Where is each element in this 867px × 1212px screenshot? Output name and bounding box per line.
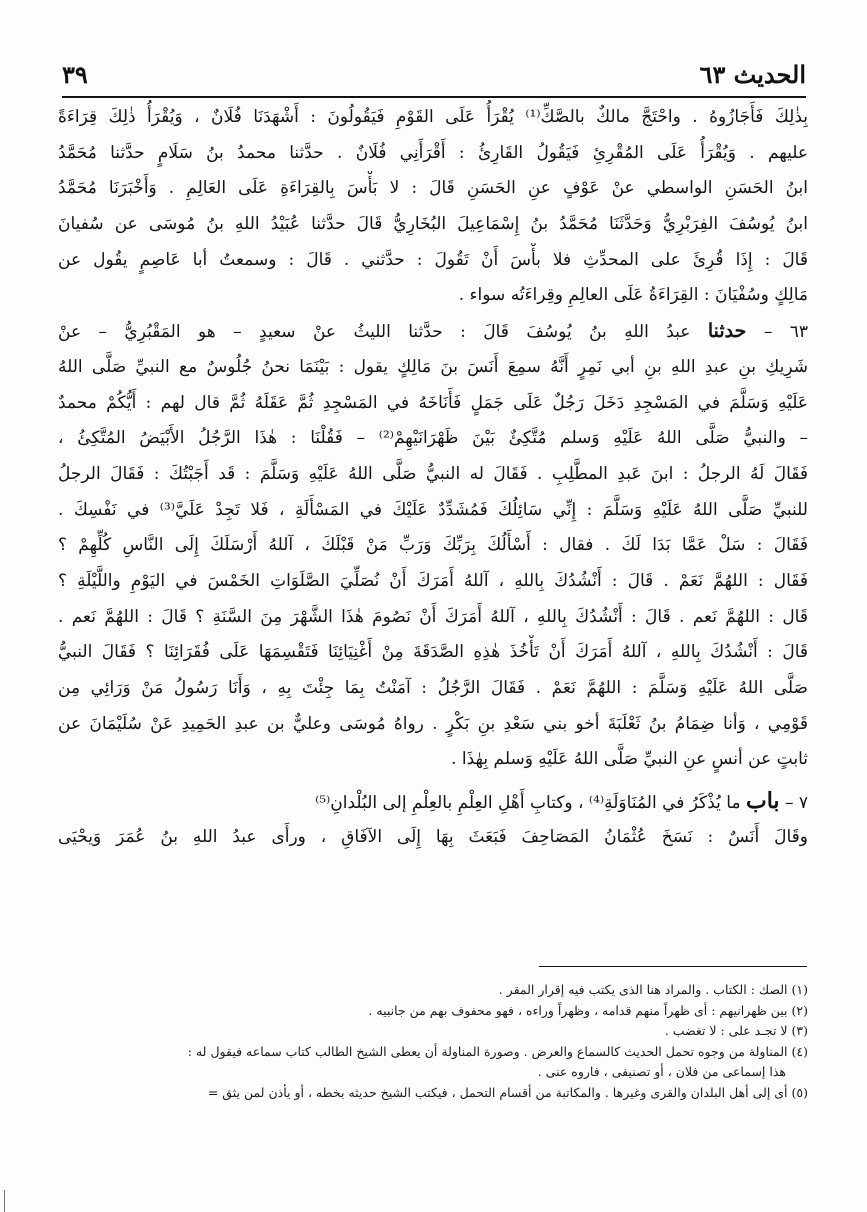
footnote-5: (٥) أى إلى أهل البلدان والقرى وغيرها . والمكاتبة من أقسام التحمل ، فيكتب الشيخ حديثه بخطه ، أو يأذن لمن يثق = (207, 1084, 808, 1100)
text-line: ابنُ يُوسُفَ الفِرَبْرِيُّ وَحَدَّثَنَا مُحَمَّدُ بنُ إِسْمَاعِيلَ البُخَارِيُّ قَالَ حدَّثنا عُبَيْدُ اللهِ بنُ مُوسَى عن سُفيانَ (58, 214, 808, 235)
text-line: للنبيِّ صَلَّى اللهُ عَلَيْهِ وَسَلَّمَ : إِنِّي سَائِلُكَ فَمُشَدِّدٌ عَلَيْكَ في المَسْأَلَةِ ، فَلا تَجِدْ عَلَيَّ⁽³⁾ في نَفْسِكَ . (58, 499, 808, 520)
text-line: وقَالَ أَنَسٌ : نَسَخَ عُثْمَانُ المَصَاحِفَ فَبَعَثَ بِهَا إِلَى الآفَاقِ ، ورأَى عبدُ اللهِ بنُ عُمَرَ وَيحْيَى (58, 826, 808, 847)
text-line: بِذٰلِكَ فَأَجَازُوهُ . واحْتَجَّ مالكٌ بالصَّكِّ⁽¹⁾ يُقْرَأُ عَلَى القَوْمِ فَيَقُولُونَ : أَشْهَدَنَا فُلَانٌ ، وَيُقْرَأُ ذٰلِكَ قِرَاءَةً (58, 107, 808, 127)
main-text (58, 100, 808, 855)
chapter-heading: ٧ – باب ما يُذْكَرُ في المُنَاوَلَةِ⁽⁴⁾ ، وكتابِ أَهْلِ العِلْمِ بالعِلْمِ إلى البُلْدانِ⁽⁵⁾ (315, 788, 808, 815)
footnote-4: (٤) المناولة من وجوه تحمل الحديث كالسماع والعرض . وصورة المناولة أن يعطى الشيخ الطالب كتاب سماعه فيقول له : (187, 1043, 808, 1059)
header-rule (62, 96, 806, 98)
hadith-keyword: حدثنا (707, 320, 747, 343)
text-line: قَالَ : إِذَا قُرِئَ على المحدِّثِ فلا بأْسَ أَنْ تَقُولَ : حدَّثني . قَالَ : وسمعتُ أبا عَاصِمٍ يقُول عن (58, 249, 808, 270)
text-line: صَلَّى اللهُ عَلَيْهِ وَسَلَّمَ : اللهُمَّ نَعَمْ . فَقَالَ الرَّجُلُ : آمَنْتُ بِمَا جِئْتَ بِهِ ، وَأَنَا رَسُولُ مَنْ وَرَائِي مِن (58, 678, 808, 698)
text-line: فَقَالَ لَهُ الرجلُ : ابنَ عَبدِ المطَّلِبِ . فَقَالَ له النبيُّ صَلَّى اللهُ عَلَيْهِ وَسَلَّمَ : قَد أَجَبْتُكَ : فَقَالَ الرجلُ (58, 463, 808, 484)
hadith-heading-line: ٦٣ – حدثنا عبدُ اللهِ بنُ يُوسُفَ قَالَ : حدَّثنا الليثُ عنْ سعيدٍ – هو المَقْبُرِيُّ – عنْ (58, 320, 808, 343)
text-line: مَالِكٍ وسُفْيَانَ : القِرَاءَةُ عَلَى العالِمِ وقِراءَتُه سواء . (458, 285, 808, 306)
text-line: قَال : اللهُمَّ نَعم . قَالَ : أَنْشُدُكَ بِاللهِ ، آللهُ أَمَرَكَ أَنْ نَصُومَ هٰذَا الشَّهْرَ مِنَ السَّنَةِ ؟ قَالَ : اللهُمَّ نَعم . (58, 606, 808, 627)
text-line: فَقَالَ : سَلْ عَمَّا بَدَا لَكَ . فقال : أَسْأَلُكَ بِرَبِّكَ وَرَبِّ مَنْ قَبْلَكَ ، آللهُ أَرْسَلَكَ إِلَى النَّاسِ كُلِّهِمْ ؟ (58, 535, 808, 556)
footnote-3: (٣) لا تجـد على : لا تغضب . (664, 1023, 808, 1038)
footnote-2: (٢) بين ظهرانيهم : أى ظهراً منهم قدامه ، وظهراً وراءه ، فهو محفوف بهم من جانبيه . (368, 1002, 808, 1018)
footnote-4-continuation: هذا إسماعى من فلان ، أو تصنيفى ، فاروه عنى . (537, 1064, 786, 1079)
text-line: قَالَ : أَنْشُدُكَ بِاللهِ ، آللهُ أَمَرَكَ أَنْ تَأْخُذَ هٰذِهِ الصَّدَقَةَ مِنْ أَغْنِيَائِنَا فَتَقْسِمَهَا عَلَى فُقَرَائِنَا ؟ فَقَالَ النبيُّ (58, 642, 808, 663)
text-line: فَقَال : اللهُمَّ نَعَمْ . قَالَ : أَنْشُدُكَ بِاللهِ ، آللهُ أَمَرَكَ أَنْ نُصَلِّيَ الصَّلَوَاتِ الخَمْسَ في اليَوْمِ واللَّيْلَةِ ؟ (58, 570, 808, 591)
footnote-rule (539, 966, 807, 967)
text-line: شَرِيكِ بنِ عبدِ اللهِ بنِ أبي نَمِرٍ أَنَّهُ سمِعَ أَنَسَ بنَ مَالِكٍ يقول : بَيْنَمَا نحنُ جُلُوسٌ مع النبيِّ صَلَّى اللهُ (58, 356, 808, 377)
page-header (62, 56, 806, 96)
text-line: ثابتٍ عن أنسٍ عنِ النبيِّ صَلَّى اللهُ عَلَيْهِ وَسلم بِهٰذَا . (451, 749, 808, 770)
chapter-keyword: باب (746, 788, 780, 815)
footnotes (58, 980, 808, 1103)
margin-mark (4, 1190, 5, 1212)
running-title: الحديث ٦٣ (699, 60, 806, 89)
page-number: ٣٩ (62, 60, 88, 89)
text-line: قَوْمِي ، وَأنا ضِمَامُ بنُ ثَعْلَبَةَ أخو بني سَعْدِ بنِ بَكْرٍ . رواهُ مُوسَى وعليٌّ بن عبدِ الحَمِيدِ عَنْ سُلَيْمَانَ عن (58, 713, 808, 734)
text-line: عَلَيْهِ وَسَلَّمَ في المَسْجِدِ دَخَلَ رَجُلٌ عَلَى جَمَلٍ فَأَنَاخَهُ في المَسْجِدِ ثُمَّ عَقَلَهُ ثُمَّ قال لهم : أَيُّكُمْ محمدٌ (58, 392, 808, 413)
text-line: عليهم . وَيُقْرَأُ عَلَى المُقْرِئِ فَيَقُولُ القَارِئُ : أَقْرَأَنِي فُلَانٌ . حدَّثنا محمدُ بنُ سَلَامٍ حدَّثنا مُحَمَّدُ (58, 142, 808, 163)
text-line: ابنُ الحَسَنِ الواسطي عنْ عَوْفٍ عنِ الحَسَنِ قَالَ : لا بَأْسَ بِالقِرَاءَةِ عَلَى العَالِمِ . وَأَخْبَرَنَا مُحَمَّدُ (58, 178, 808, 199)
footnote-1: (١) الصك : الكتاب . والمراد هنا الذى يكتب فيه إقرار المقر . (498, 982, 808, 997)
text-line: – والنبيُّ صَلَّى اللهُ عَلَيْهِ وَسلم مُتَّكِئٌ بَيْنَ ظَهْرَانَيْهِمْ⁽²⁾ – فَقُلْنَا : هٰذَا الرَّجُلُ الأَبْيَضُ المُتَّكِئُ ، (58, 428, 808, 449)
